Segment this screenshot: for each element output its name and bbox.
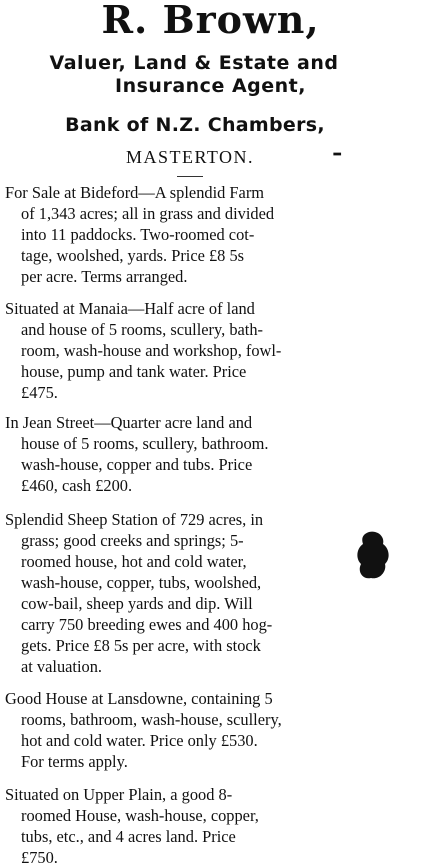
listing-line: roomed House, wash-house, copper, (21, 806, 259, 825)
listing-lansdowne (5, 688, 415, 772)
listing-line: Situated on Upper Plain, a good 8- (5, 785, 233, 804)
listing-line: room, wash-house and workshop, fowl- (21, 341, 282, 360)
listing-line: wash-house, copper and tubs. Price (21, 455, 253, 474)
listing-line: £750. (21, 848, 58, 867)
listing-line: at valuation. (21, 657, 103, 676)
listing-bideford (5, 182, 415, 287)
listing-line: house, pump and tank water. Price (21, 362, 247, 381)
listing-line: Good House at Lansdowne, containing 5 (5, 689, 273, 708)
listing-line: £460, cash £200. (21, 476, 133, 495)
listing-line: For Sale at Bideford—A splendid Farm (5, 183, 265, 202)
listing-line: roomed house, hot and cold water, (21, 552, 247, 571)
listing-line: rooms, bathroom, wash-house, scullery, (21, 710, 282, 729)
listing-sheep-station (5, 509, 415, 677)
listing-line: house of 5 rooms, scullery, bathroom. (21, 434, 269, 453)
agent-name: R. Brown, (101, 0, 320, 42)
listing-line: hot and cold water. Price only £530. (21, 731, 258, 750)
listing-line: into 11 paddocks. Two-roomed cot- (21, 225, 255, 244)
agent-address: Bank of N.Z. Chambers, (65, 114, 325, 136)
listing-line: of 1,343 acres; all in grass and divided (21, 204, 275, 223)
listing-line: Splendid Sheep Station of 729 acres, in (5, 510, 264, 529)
agent-role-line-2: Insurance Agent, (115, 75, 306, 97)
listing-upper-plain (5, 784, 415, 868)
agent-role-line-1: Valuer, Land & Estate and (49, 52, 339, 74)
listing-line: wash-house, copper, tubs, woolshed, (21, 573, 262, 592)
listing-line: grass; good creeks and springs; 5- (21, 531, 244, 550)
listing-line: gets. Price £8 5s per acre, with stock (21, 636, 261, 655)
listing-line: Situated at Manaia—Half acre of land (5, 299, 255, 318)
listing-jean-street (5, 412, 415, 496)
listing-manaia (5, 298, 415, 403)
listing-line: tage, woolshed, yards. Price £8 5s (21, 246, 245, 265)
listing-line: cow-bail, sheep yards and dip. Will (21, 594, 253, 613)
listing-line: For terms apply. (21, 752, 128, 771)
listing-line: tubs, etc., and 4 acres land. Price (21, 827, 236, 846)
listing-line: carry 750 breeding ewes and 400 hog- (21, 615, 273, 634)
ink-blot-icon (355, 530, 393, 582)
agent-town: MASTERTON. (125, 147, 255, 167)
header-divider (177, 176, 203, 177)
listing-line: per acre. Terms arranged. (21, 267, 188, 286)
ink-smudge-icon: ـ (334, 135, 341, 161)
listing-line: In Jean Street—Quarter acre land and (5, 413, 253, 432)
listing-line: and house of 5 rooms, scullery, bath- (21, 320, 264, 339)
listing-line: £475. (21, 383, 58, 402)
